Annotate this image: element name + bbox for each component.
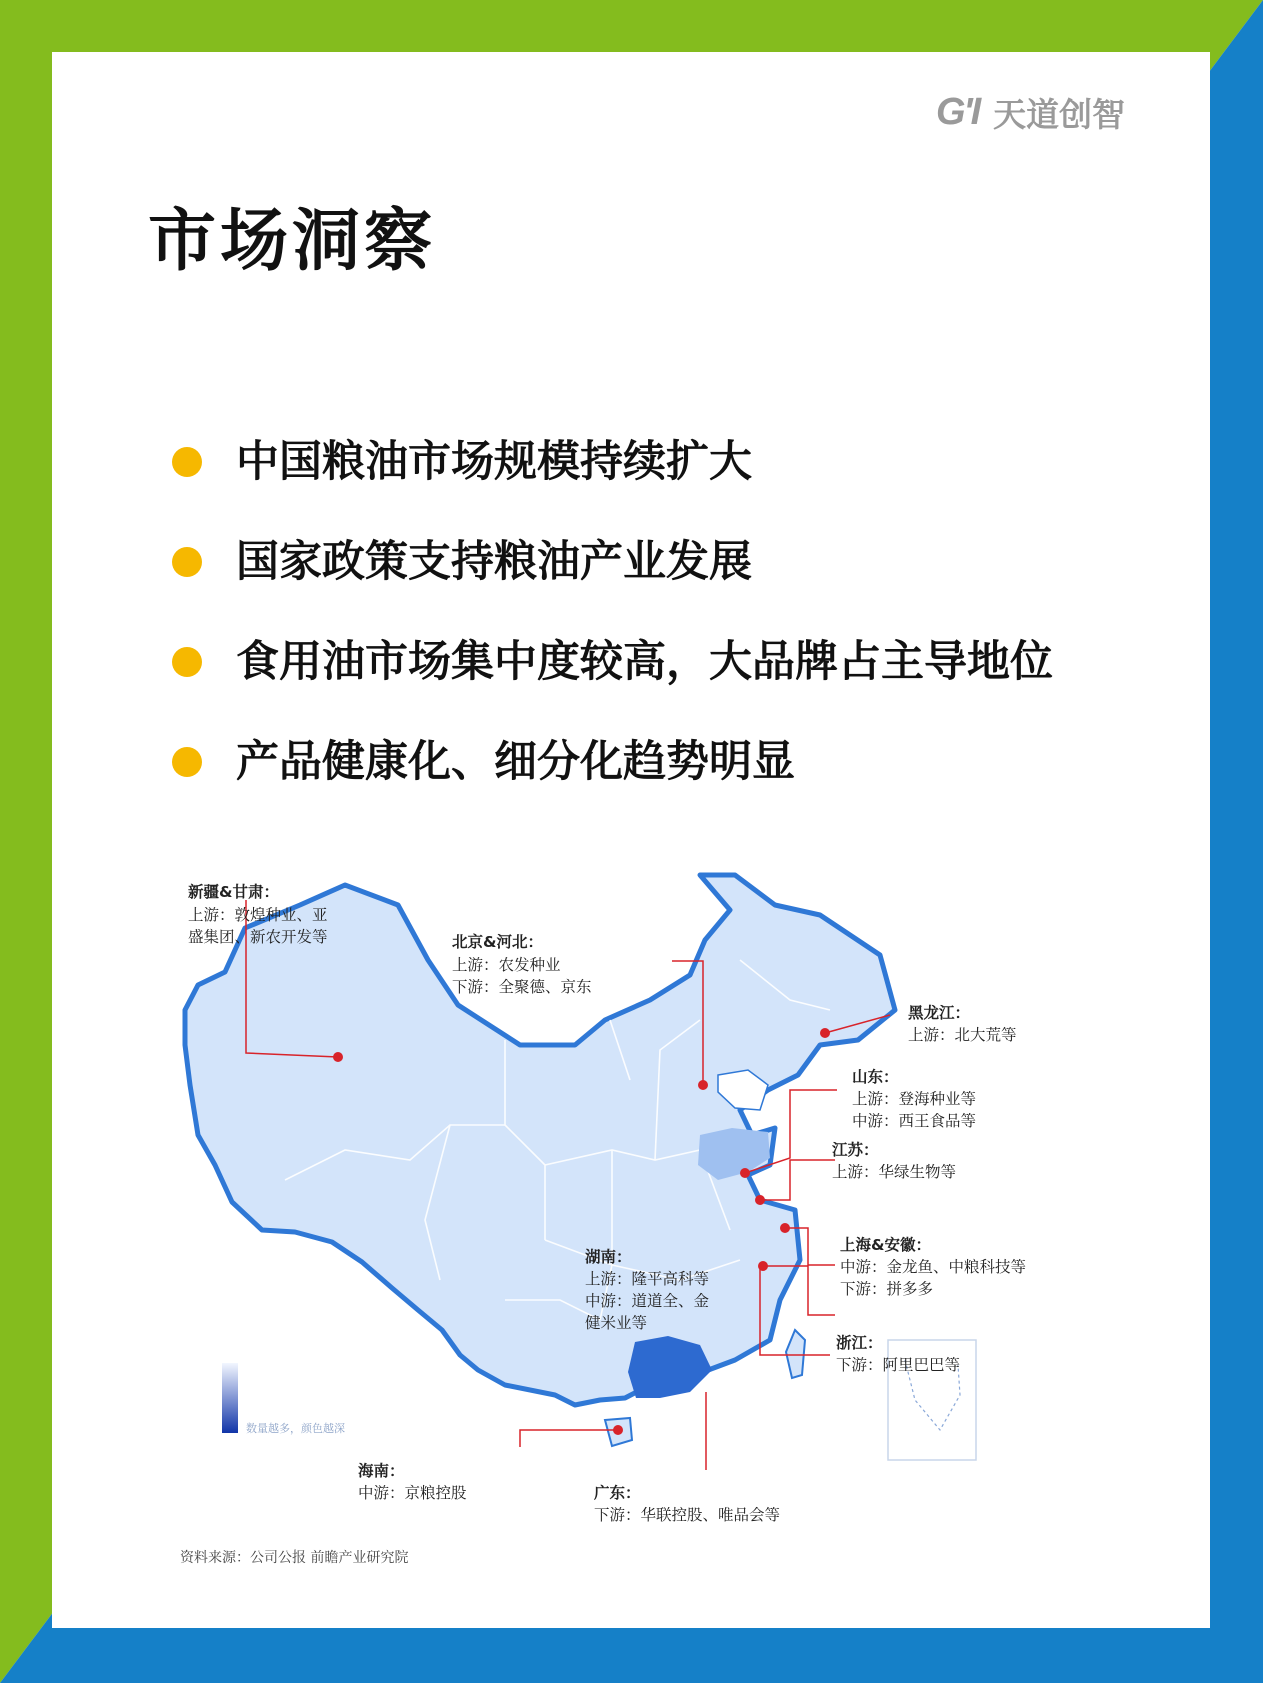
region-detail: 上游：华绿生物等 (832, 1163, 957, 1181)
region-detail: 下游：拼多多 (840, 1280, 934, 1298)
region-detail: 中游：京粮控股 (358, 1484, 467, 1502)
region-detail: 下游：全聚德、京东 (452, 978, 592, 996)
list-item-text: 食用油市场集中度较高，大品牌占主导地位 (236, 636, 1053, 687)
list-item-text: 中国粮油市场规模持续扩大 (236, 436, 752, 487)
list-item (172, 512, 1053, 612)
callout-guangdong (594, 1483, 780, 1524)
logo-mark: G'I (936, 90, 980, 133)
region-name: 新疆&甘肃： (188, 883, 280, 901)
region-name: 广东： (594, 1484, 641, 1502)
region-name: 湖南： (585, 1248, 632, 1266)
taiwan-island-shape (786, 1330, 805, 1378)
logo-text: 天道创智 (993, 94, 1126, 134)
legend-gradient (222, 1363, 238, 1433)
region-name: 上海&安徽： (840, 1236, 932, 1254)
region-detail: 上游：北大荒等 (908, 1026, 1017, 1044)
region-name: 黑龙江： (908, 1004, 971, 1022)
callout-beijing-hebei (452, 932, 592, 996)
region-name: 江苏： (832, 1141, 879, 1159)
region-detail: 上游：隆平高科等 (585, 1270, 710, 1288)
region-detail: 盛集团、新农开发等 (188, 928, 328, 946)
bullet-dot-icon (172, 747, 202, 777)
guangdong-highlight (628, 1336, 712, 1398)
bullet-dot-icon (172, 547, 202, 577)
region-detail: 上游：敦煌种业、亚 (188, 906, 328, 924)
page-title: 市场洞察 (148, 202, 437, 281)
brand-logo (936, 88, 1125, 136)
callout-xinjiang-gansu (188, 882, 328, 946)
bullet-dot-icon (172, 647, 202, 677)
region-detail: 下游：阿里巴巴等 (836, 1356, 961, 1374)
region-name: 山东： (852, 1068, 899, 1086)
source-note: 资料来源：公司公报 前瞻产业研究院 (180, 1550, 409, 1566)
region-detail: 健米业等 (585, 1314, 648, 1332)
callout-shanghai-anhui (840, 1235, 1026, 1298)
list-item (172, 712, 1053, 812)
region-name: 海南： (358, 1462, 405, 1480)
region-detail: 上游：登海种业等 (852, 1090, 977, 1108)
insight-list (172, 412, 1053, 812)
region-name: 浙江： (836, 1334, 883, 1352)
bullet-dot-icon (172, 447, 202, 477)
region-detail: 中游：道道全、金 (585, 1292, 710, 1310)
callout-shandong (852, 1067, 976, 1130)
region-name: 北京&河北： (452, 933, 544, 951)
list-item-text: 国家政策支持粮油产业发展 (236, 536, 752, 587)
callout-heilongjiang (908, 1004, 1017, 1044)
list-item (172, 612, 1053, 712)
region-detail: 上游：农发种业 (452, 956, 561, 974)
china-mainland-shape (185, 875, 895, 1405)
region-detail: 中游：金龙鱼、中粮科技等 (840, 1258, 1027, 1276)
region-detail: 下游：华联控股、唯品会等 (594, 1506, 781, 1524)
callout-jiangsu (831, 1140, 956, 1181)
china-map-figure (168, 860, 1108, 1580)
list-item (172, 412, 1053, 512)
list-item-text: 产品健康化、细分化趋势明显 (236, 736, 795, 787)
legend-label: 数量越多，颜色越深 (246, 1422, 345, 1435)
callout-hainan (358, 1461, 467, 1502)
region-detail: 中游：西王食品等 (852, 1112, 977, 1130)
